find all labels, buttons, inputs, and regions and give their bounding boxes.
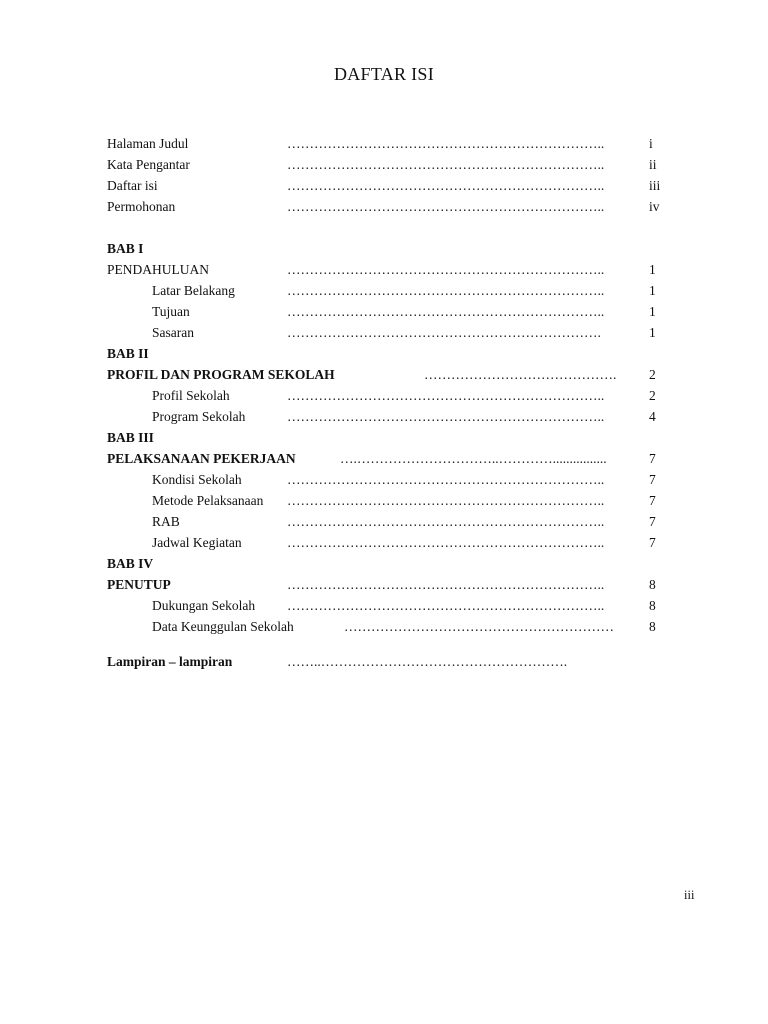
- toc-leader-dots: ……………………………………………………………..: [287, 598, 605, 613]
- chapter-title: PENUTUP: [107, 577, 171, 592]
- toc-leader-dots: ……………………………………………………………..: [287, 409, 605, 424]
- toc-entry-label: Halaman Judul: [107, 136, 189, 151]
- toc-page-number: 7: [649, 451, 656, 466]
- toc-entry-label: RAB: [152, 514, 180, 529]
- page-number: iii: [684, 888, 695, 902]
- toc-leader-dots: ……………………………………………………………..: [287, 136, 605, 151]
- toc-page-number: i: [649, 136, 653, 151]
- toc-entry-label: Tujuan: [152, 304, 190, 319]
- toc-page-number: iii: [649, 178, 661, 193]
- toc-page-number: ii: [649, 157, 657, 172]
- document-title: DAFTAR ISI: [333, 64, 435, 84]
- toc-page-number: 2: [649, 367, 656, 382]
- toc-leader-dots: ……………………………………………………………..: [287, 283, 605, 298]
- toc-page-number: 4: [649, 409, 656, 424]
- toc-entry-label: Program Sekolah: [152, 409, 246, 424]
- toc-page-number: iv: [649, 199, 660, 214]
- toc-page-number: 8: [649, 598, 656, 613]
- chapter-title: PENDAHULUAN: [107, 262, 209, 277]
- chapter-heading: BAB III: [107, 430, 154, 445]
- toc-leader-dots: …………………………………………………………….: [287, 325, 601, 340]
- toc-entry-label: Kata Pengantar: [107, 157, 190, 172]
- toc-entry-label: Sasaran: [152, 325, 194, 340]
- toc-entry-label: Kondisi Sekolah: [152, 472, 242, 487]
- toc-leader-dots: ……………………………………………………………..: [287, 472, 605, 487]
- toc-leader-dots: ……………………………………………………………..: [287, 304, 605, 319]
- toc-leader-dots: ……………………………………………………………..: [287, 388, 605, 403]
- toc-page-number: 1: [649, 262, 656, 277]
- toc-page-number: 1: [649, 304, 656, 319]
- toc-leader-dots: ……………………………………………………………..: [287, 178, 605, 193]
- toc-leader-dots: ……………………………………………………………..: [287, 199, 605, 214]
- toc-leader-dots: ……………………………………………………………..: [287, 535, 605, 550]
- toc-leader-dots: ….…………………………..…………................: [340, 451, 607, 466]
- toc-leader-dots: …………………………………….: [424, 367, 617, 382]
- toc-leader-dots: ……………………………………………………………..: [287, 493, 605, 508]
- toc-leader-dots: ……………………………………………………………..: [287, 157, 605, 172]
- appendix-label: Lampiran – lampiran: [107, 654, 233, 669]
- toc-page-number: 2: [649, 388, 656, 403]
- toc-page-number: 7: [649, 472, 656, 487]
- toc-entry-label: Daftar isi: [107, 178, 158, 193]
- toc-entry-label: Data Keunggulan Sekolah: [152, 619, 294, 634]
- chapter-title: PELAKSANAAN PEKERJAAN: [107, 451, 296, 466]
- toc-page-number: 8: [649, 577, 656, 592]
- toc-entry-label: Profil Sekolah: [152, 388, 230, 403]
- toc-page-number: 8: [649, 619, 656, 634]
- toc-entry-label: Permohonan: [107, 199, 176, 214]
- toc-entry-label: Jadwal Kegiatan: [152, 535, 242, 550]
- toc-leader-dots: ……..……………………………………………….: [287, 654, 568, 669]
- toc-entry-label: Dukungan Sekolah: [152, 598, 256, 613]
- toc-leader-dots: ……………………………………………………: [344, 619, 614, 634]
- toc-entry-label: Metode Pelaksanaan: [152, 493, 264, 508]
- chapter-heading: BAB IV: [107, 556, 154, 571]
- toc-leader-dots: ……………………………………………………………..: [287, 514, 605, 529]
- toc-page-number: 7: [649, 535, 656, 550]
- toc-page-number: 1: [649, 283, 656, 298]
- toc-leader-dots: ……………………………………………………………..: [287, 262, 605, 277]
- chapter-heading: BAB I: [107, 241, 144, 256]
- toc-page-number: 7: [649, 493, 656, 508]
- toc-page-number: 1: [649, 325, 656, 340]
- toc-page-number: 7: [649, 514, 656, 529]
- chapter-heading: BAB II: [107, 346, 149, 361]
- chapter-title: PROFIL DAN PROGRAM SEKOLAH: [107, 367, 335, 382]
- toc-leader-dots: ……………………………………………………………..: [287, 577, 605, 592]
- toc-entry-label: Latar Belakang: [152, 283, 235, 298]
